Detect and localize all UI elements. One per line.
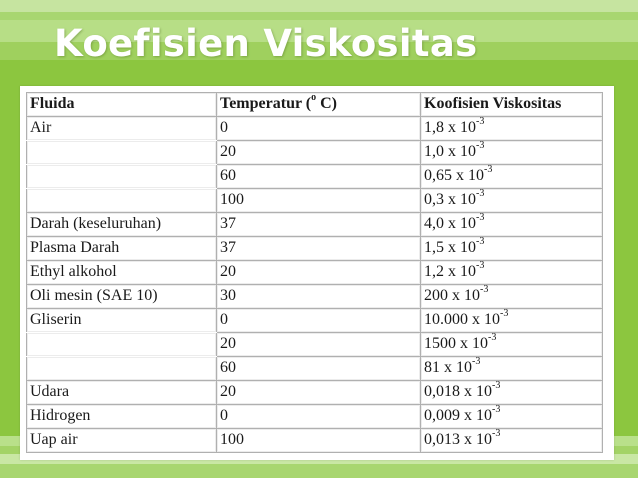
table-row [27, 117, 603, 141]
coefficient-power-base: x 10 [464, 407, 492, 424]
coefficient-mantissa: 1,2 [424, 263, 444, 280]
coefficient-power-base: x 10 [444, 359, 472, 376]
table-row [27, 141, 603, 165]
top-band-light [0, 0, 638, 12]
table-row [27, 237, 603, 261]
viscosity-table [26, 92, 603, 453]
cell-fluid: Plasma Darah [27, 237, 217, 261]
coefficient-exponent: -3 [476, 139, 485, 151]
table-row [27, 189, 603, 213]
table-sheet [20, 86, 614, 460]
header-coefficient: Koofisien Viskositas [421, 93, 603, 117]
slide-title: Koefisien Viskositas [54, 22, 478, 65]
coefficient-mantissa: 0,009 [424, 407, 460, 424]
cell-coefficient [421, 141, 603, 165]
table-header-row [27, 93, 603, 117]
cell-temperature: 37 [217, 213, 421, 237]
cell-temperature: 60 [217, 357, 421, 381]
table-row [27, 357, 603, 381]
cell-temperature: 20 [217, 333, 421, 357]
coefficient-exponent: -3 [488, 331, 497, 343]
table-body [27, 117, 603, 453]
cell-temperature: 20 [217, 261, 421, 285]
table-row [27, 381, 603, 405]
header-temperature [217, 93, 421, 117]
coefficient-exponent: -3 [500, 307, 509, 319]
cell-coefficient [421, 357, 603, 381]
coefficient-mantissa: 0,018 [424, 383, 460, 400]
cell-fluid: Gliserin [27, 309, 217, 333]
cell-coefficient [421, 189, 603, 213]
coefficient-power-base: x 10 [472, 311, 500, 328]
coefficient-power-base: x 10 [448, 143, 476, 160]
coefficient-mantissa: 1,5 [424, 239, 444, 256]
cell-coefficient [421, 117, 603, 141]
coefficient-power-base: x 10 [460, 335, 488, 352]
cell-fluid: Uap air [27, 429, 217, 453]
table-row [27, 309, 603, 333]
cell-fluid [27, 333, 217, 357]
header-temperature-prefix: Temperatur ( [220, 95, 312, 112]
table-row [27, 213, 603, 237]
cell-coefficient [421, 429, 603, 453]
coefficient-mantissa: 0,013 [424, 431, 460, 448]
cell-fluid: Udara [27, 381, 217, 405]
coefficient-exponent: -3 [492, 403, 501, 415]
cell-fluid [27, 357, 217, 381]
coefficient-exponent: -3 [476, 211, 485, 223]
coefficient-power-base: x 10 [448, 263, 476, 280]
coefficient-mantissa: 1,0 [424, 143, 444, 160]
cell-coefficient [421, 309, 603, 333]
cell-temperature: 0 [217, 405, 421, 429]
cell-fluid [27, 165, 217, 189]
coefficient-power-base: x 10 [464, 431, 492, 448]
cell-coefficient [421, 165, 603, 189]
cell-fluid [27, 141, 217, 165]
cell-temperature: 0 [217, 309, 421, 333]
cell-temperature: 20 [217, 141, 421, 165]
coefficient-power-base: x 10 [448, 215, 476, 232]
table-row [27, 165, 603, 189]
coefficient-power-base: x 10 [448, 119, 476, 136]
degree-symbol: o [311, 91, 317, 103]
coefficient-mantissa: 1500 [424, 335, 456, 352]
coefficient-exponent: -3 [472, 355, 481, 367]
table-row [27, 333, 603, 357]
cell-coefficient [421, 237, 603, 261]
coefficient-exponent: -3 [492, 379, 501, 391]
top-band-mid [0, 12, 638, 20]
cell-fluid: Air [27, 117, 217, 141]
coefficient-exponent: -3 [492, 427, 501, 439]
header-fluid: Fluida [27, 93, 217, 117]
coefficient-exponent: -3 [484, 163, 493, 175]
table-row [27, 285, 603, 309]
cell-temperature: 37 [217, 237, 421, 261]
cell-temperature: 30 [217, 285, 421, 309]
bottom-band-mid-2 [0, 464, 638, 478]
coefficient-power-base: x 10 [448, 239, 476, 256]
coefficient-exponent: -3 [476, 259, 485, 271]
table-row [27, 405, 603, 429]
coefficient-mantissa: 10.000 [424, 311, 468, 328]
cell-fluid: Hidrogen [27, 405, 217, 429]
cell-temperature: 60 [217, 165, 421, 189]
cell-fluid: Darah (keseluruhan) [27, 213, 217, 237]
cell-coefficient [421, 261, 603, 285]
coefficient-mantissa: 4,0 [424, 215, 444, 232]
coefficient-power-base: x 10 [452, 287, 480, 304]
cell-temperature: 0 [217, 117, 421, 141]
coefficient-exponent: -3 [476, 115, 485, 127]
cell-coefficient [421, 213, 603, 237]
cell-fluid [27, 189, 217, 213]
cell-coefficient [421, 333, 603, 357]
coefficient-mantissa: 0,3 [424, 191, 444, 208]
cell-temperature: 100 [217, 429, 421, 453]
cell-fluid: Oli mesin (SAE 10) [27, 285, 217, 309]
coefficient-mantissa: 0,65 [424, 167, 452, 184]
table-row [27, 429, 603, 453]
coefficient-power-base: x 10 [456, 167, 484, 184]
coefficient-power-base: x 10 [448, 191, 476, 208]
coefficient-exponent: -3 [476, 235, 485, 247]
cell-coefficient [421, 381, 603, 405]
coefficient-mantissa: 200 [424, 287, 448, 304]
cell-temperature: 100 [217, 189, 421, 213]
cell-fluid: Ethyl alkohol [27, 261, 217, 285]
cell-coefficient [421, 285, 603, 309]
coefficient-mantissa: 81 [424, 359, 440, 376]
header-temperature-suffix: C) [316, 95, 337, 112]
coefficient-exponent: -3 [476, 187, 485, 199]
cell-temperature: 20 [217, 381, 421, 405]
cell-coefficient [421, 405, 603, 429]
coefficient-power-base: x 10 [464, 383, 492, 400]
coefficient-exponent: -3 [480, 283, 489, 295]
table-row [27, 261, 603, 285]
coefficient-mantissa: 1,8 [424, 119, 444, 136]
